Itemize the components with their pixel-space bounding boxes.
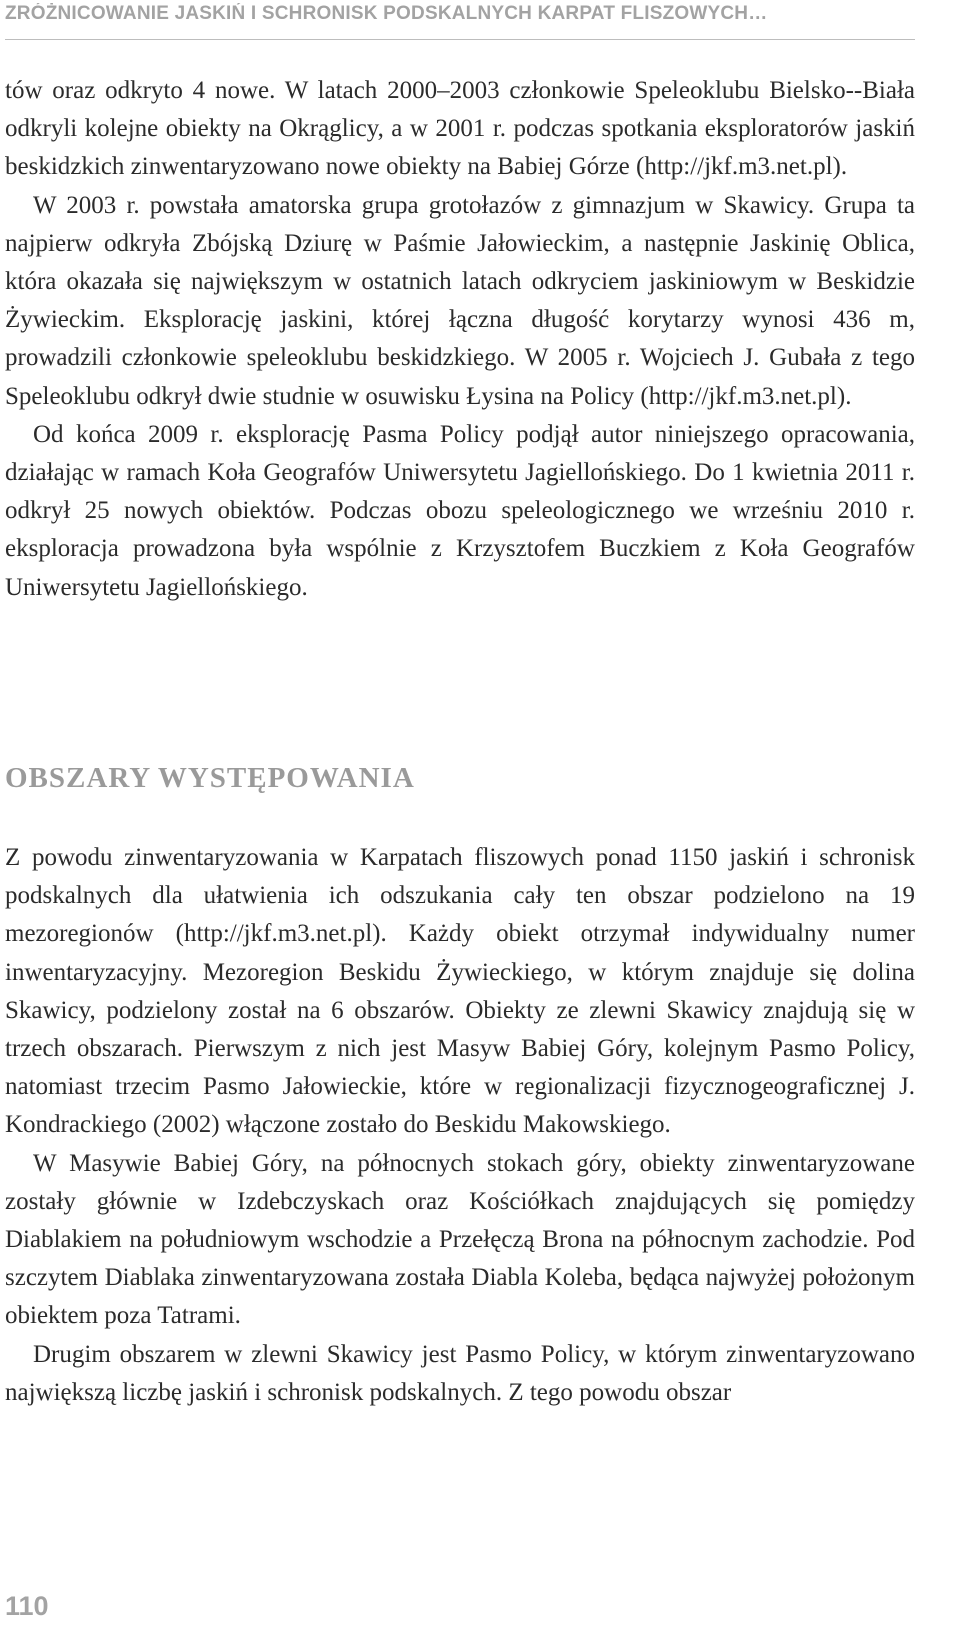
header-divider xyxy=(5,39,915,40)
section-heading: OBSZARY WYSTĘPOWANIA xyxy=(5,762,415,794)
page-number: 110 xyxy=(5,1591,49,1621)
running-header: ZRÓŻNICOWANIE JASKIŃ I SCHRONISK PODSKALNYCH KARPAT FLISZOWYCH… xyxy=(5,3,768,24)
paragraph: W 2003 r. powstała amatorska grupa grotołazów z gimnazjum w Skawicy. Grupa ta najpierw odkryła Zbójską Dziurę w Paśmie Jałowieckim, a następnie Jaskinię Oblica, która okazała się największym w ostatnich latach odkryciem jaskiniowym w Beskidzie Żywieckim. Eksplorację jaskini, której łączna długość korytarzy wynosi 436 m, prowadzili członkowie speleoklubu beskidzkiego. W 2005 r. Wojciech J. Gubała z tego Speleoklubu odkrył dwie studnie w osuwisku Łysina na Policy (http://jkf.m3.net.pl). xyxy=(5,191,915,410)
paragraph: Od końca 2009 r. eksplorację Pasma Policy podjął autor niniejszego opracowania, działając w ramach Koła Geografów Uniwersytetu Jagiellońskiego. Do 1 kwietnia 2011 r. odkrył 25 nowych obiektów. Podczas obozu speleologicznego we wrześniu 2010 r. eksploracja prowadzona była wspólnie z Krzysztofem Buczkiem z Koła Geografów Uniwersytetu Jagiellońskiego. xyxy=(5,420,915,601)
paragraph: Z powodu zinwentaryzowania w Karpatach fliszowych ponad 1150 jaskiń i schronisk podskalnych dla ułatwienia ich odszukania cały ten obszar podzielono na 19 mezoregionów (http://jkf.m3.net.pl). Każdy obiekt otrzymał indywidualny numer inwentaryzacyjny. Mezoregion Beskidu Żywieckiego, w którym znajduje się dolina Skawicy, podzielony został na 6 obszarów. Obiekty ze zlewni Skawicy znajdują się w trzech obszarach. Pierwszym z nich jest Masyw Babiej Góry, kolejnym Pasmo Policy, natomiast trzecim Pasmo Jałowieckie, które w regionalizacji fizycznogeograficznej J. Kondrackiego (2002) włączone zostało do Beskidu Makowskiego. xyxy=(5,844,915,1139)
paragraph: Drugim obszarem w zlewni Skawicy jest Pasmo Policy, w którym zinwentaryzowano największą liczbę jaskiń i schronisk podskalnych. Z tego powodu obszar xyxy=(5,1340,915,1406)
document-page xyxy=(5,0,915,1640)
section-text xyxy=(5,839,915,1412)
paragraph: tów oraz odkryto 4 nowe. W latach 2000–2003 członkowie Speleoklubu Bielsko--Biała odkryli kolejne obiekty na Okrąglicy, a w 2001 r. podczas spotkania eksploratorów jaskiń beskidzkich zinwentaryzowano nowe obiekty na Babiej Górze (http://jkf.m3.net.pl). xyxy=(5,77,915,181)
intro-text xyxy=(5,72,915,607)
paragraph: W Masywie Babiej Góry, na północnych stokach góry, obiekty zinwentaryzowane zostały głównie w Izdebczyskach oraz Kościółkach znajdujących się pomiędzy Diablakiem na południowym wschodzie a Przełęczą Brona na północnym zachodzie. Pod szczytem Diablaka zinwentaryzowana została Diabla Koleba, będąca najwyżej położonym obiektem poza Tatrami. xyxy=(5,1149,915,1330)
